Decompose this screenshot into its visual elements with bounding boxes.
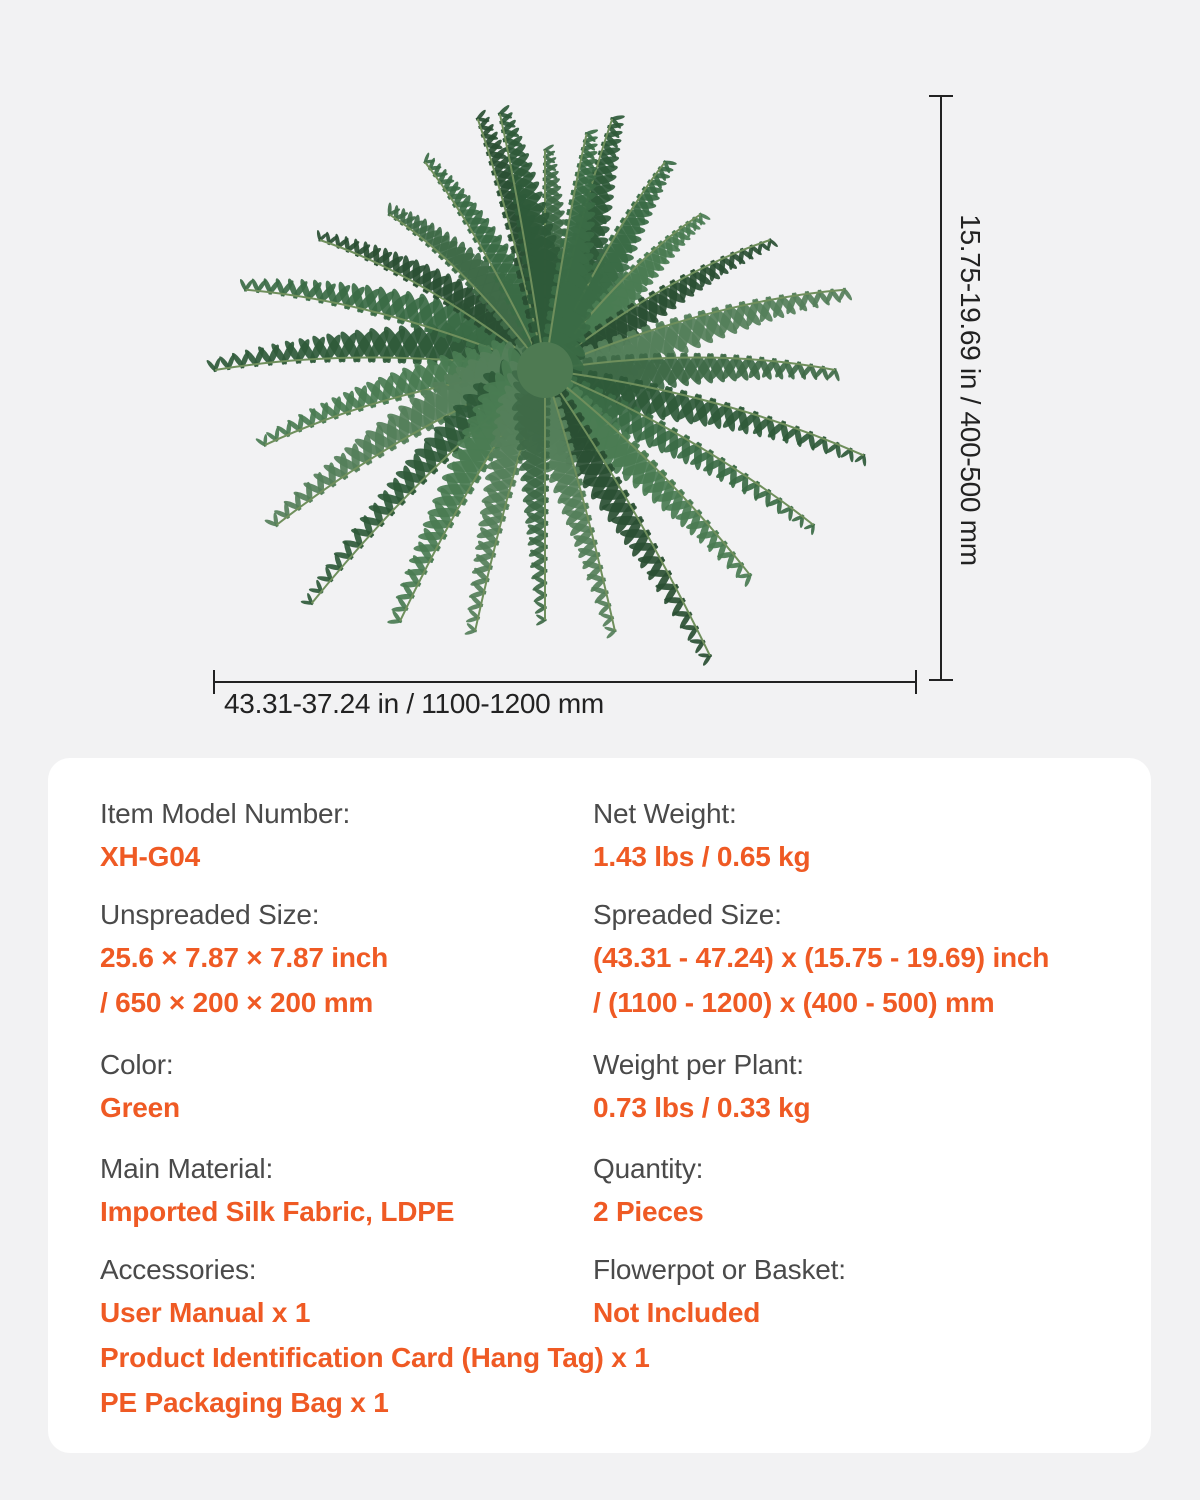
spec-unspreaded-size (100, 895, 388, 1025)
spec-value: / (1100 - 1200) x (400 - 500) mm (593, 987, 995, 1018)
spec-value: / 650 × 200 × 200 mm (100, 987, 374, 1018)
spec-value: (43.31 - 47.24) x (15.75 - 19.69) inch (593, 942, 1050, 973)
fern-frond (509, 366, 554, 626)
spec-label: Color: (100, 1049, 174, 1080)
spec-model (100, 794, 350, 879)
width-dimension-label: 43.31-37.24 in / 1100-1200 mm (224, 688, 604, 719)
spec-net-weight (593, 794, 810, 879)
spec-main-material (100, 1149, 454, 1234)
spec-value: Not Included (593, 1297, 761, 1328)
fern-plant-image (0, 0, 1200, 740)
spec-label: Accessories: (100, 1254, 257, 1285)
spec-label: Unspreaded Size: (100, 899, 320, 930)
spec-value: Imported Silk Fabric, LDPE (100, 1196, 455, 1227)
spec-value: XH-G04 (100, 841, 200, 872)
spec-label: Net Weight: (593, 798, 737, 829)
spec-value: PE Packaging Bag x 1 (100, 1387, 389, 1418)
spec-flowerpot (593, 1250, 846, 1335)
spec-value: Product Identification Card (Hang Tag) x 1 (100, 1342, 650, 1373)
spec-value: 0.73 lbs / 0.33 kg (593, 1092, 811, 1123)
height-dimension-label: 15.75-19.69 in / 400-500 mm (955, 214, 986, 566)
spec-label: Main Material: (100, 1153, 274, 1184)
spec-spreaded-size (593, 895, 1049, 1025)
spec-quantity (593, 1149, 704, 1234)
spec-value: Green (100, 1092, 180, 1123)
height-dimension-line (929, 96, 953, 680)
spec-label: Flowerpot or Basket: (593, 1254, 846, 1285)
spec-weight-per-plant (593, 1045, 810, 1130)
spec-color (100, 1045, 180, 1130)
product-hero (0, 0, 1200, 740)
spec-accessories (100, 1250, 650, 1425)
spec-value: 1.43 lbs / 0.65 kg (593, 841, 811, 872)
spec-card (48, 758, 1151, 1453)
spec-label: Spreaded Size: (593, 899, 782, 930)
spec-value: User Manual x 1 (100, 1297, 311, 1328)
spec-label: Item Model Number: (100, 798, 351, 829)
spec-value: 25.6 × 7.87 × 7.87 inch (100, 942, 389, 973)
spec-value: 2 Pieces (593, 1196, 704, 1227)
spec-label: Weight per Plant: (593, 1049, 804, 1080)
spec-label: Quantity: (593, 1153, 704, 1184)
fern-center (517, 342, 573, 398)
